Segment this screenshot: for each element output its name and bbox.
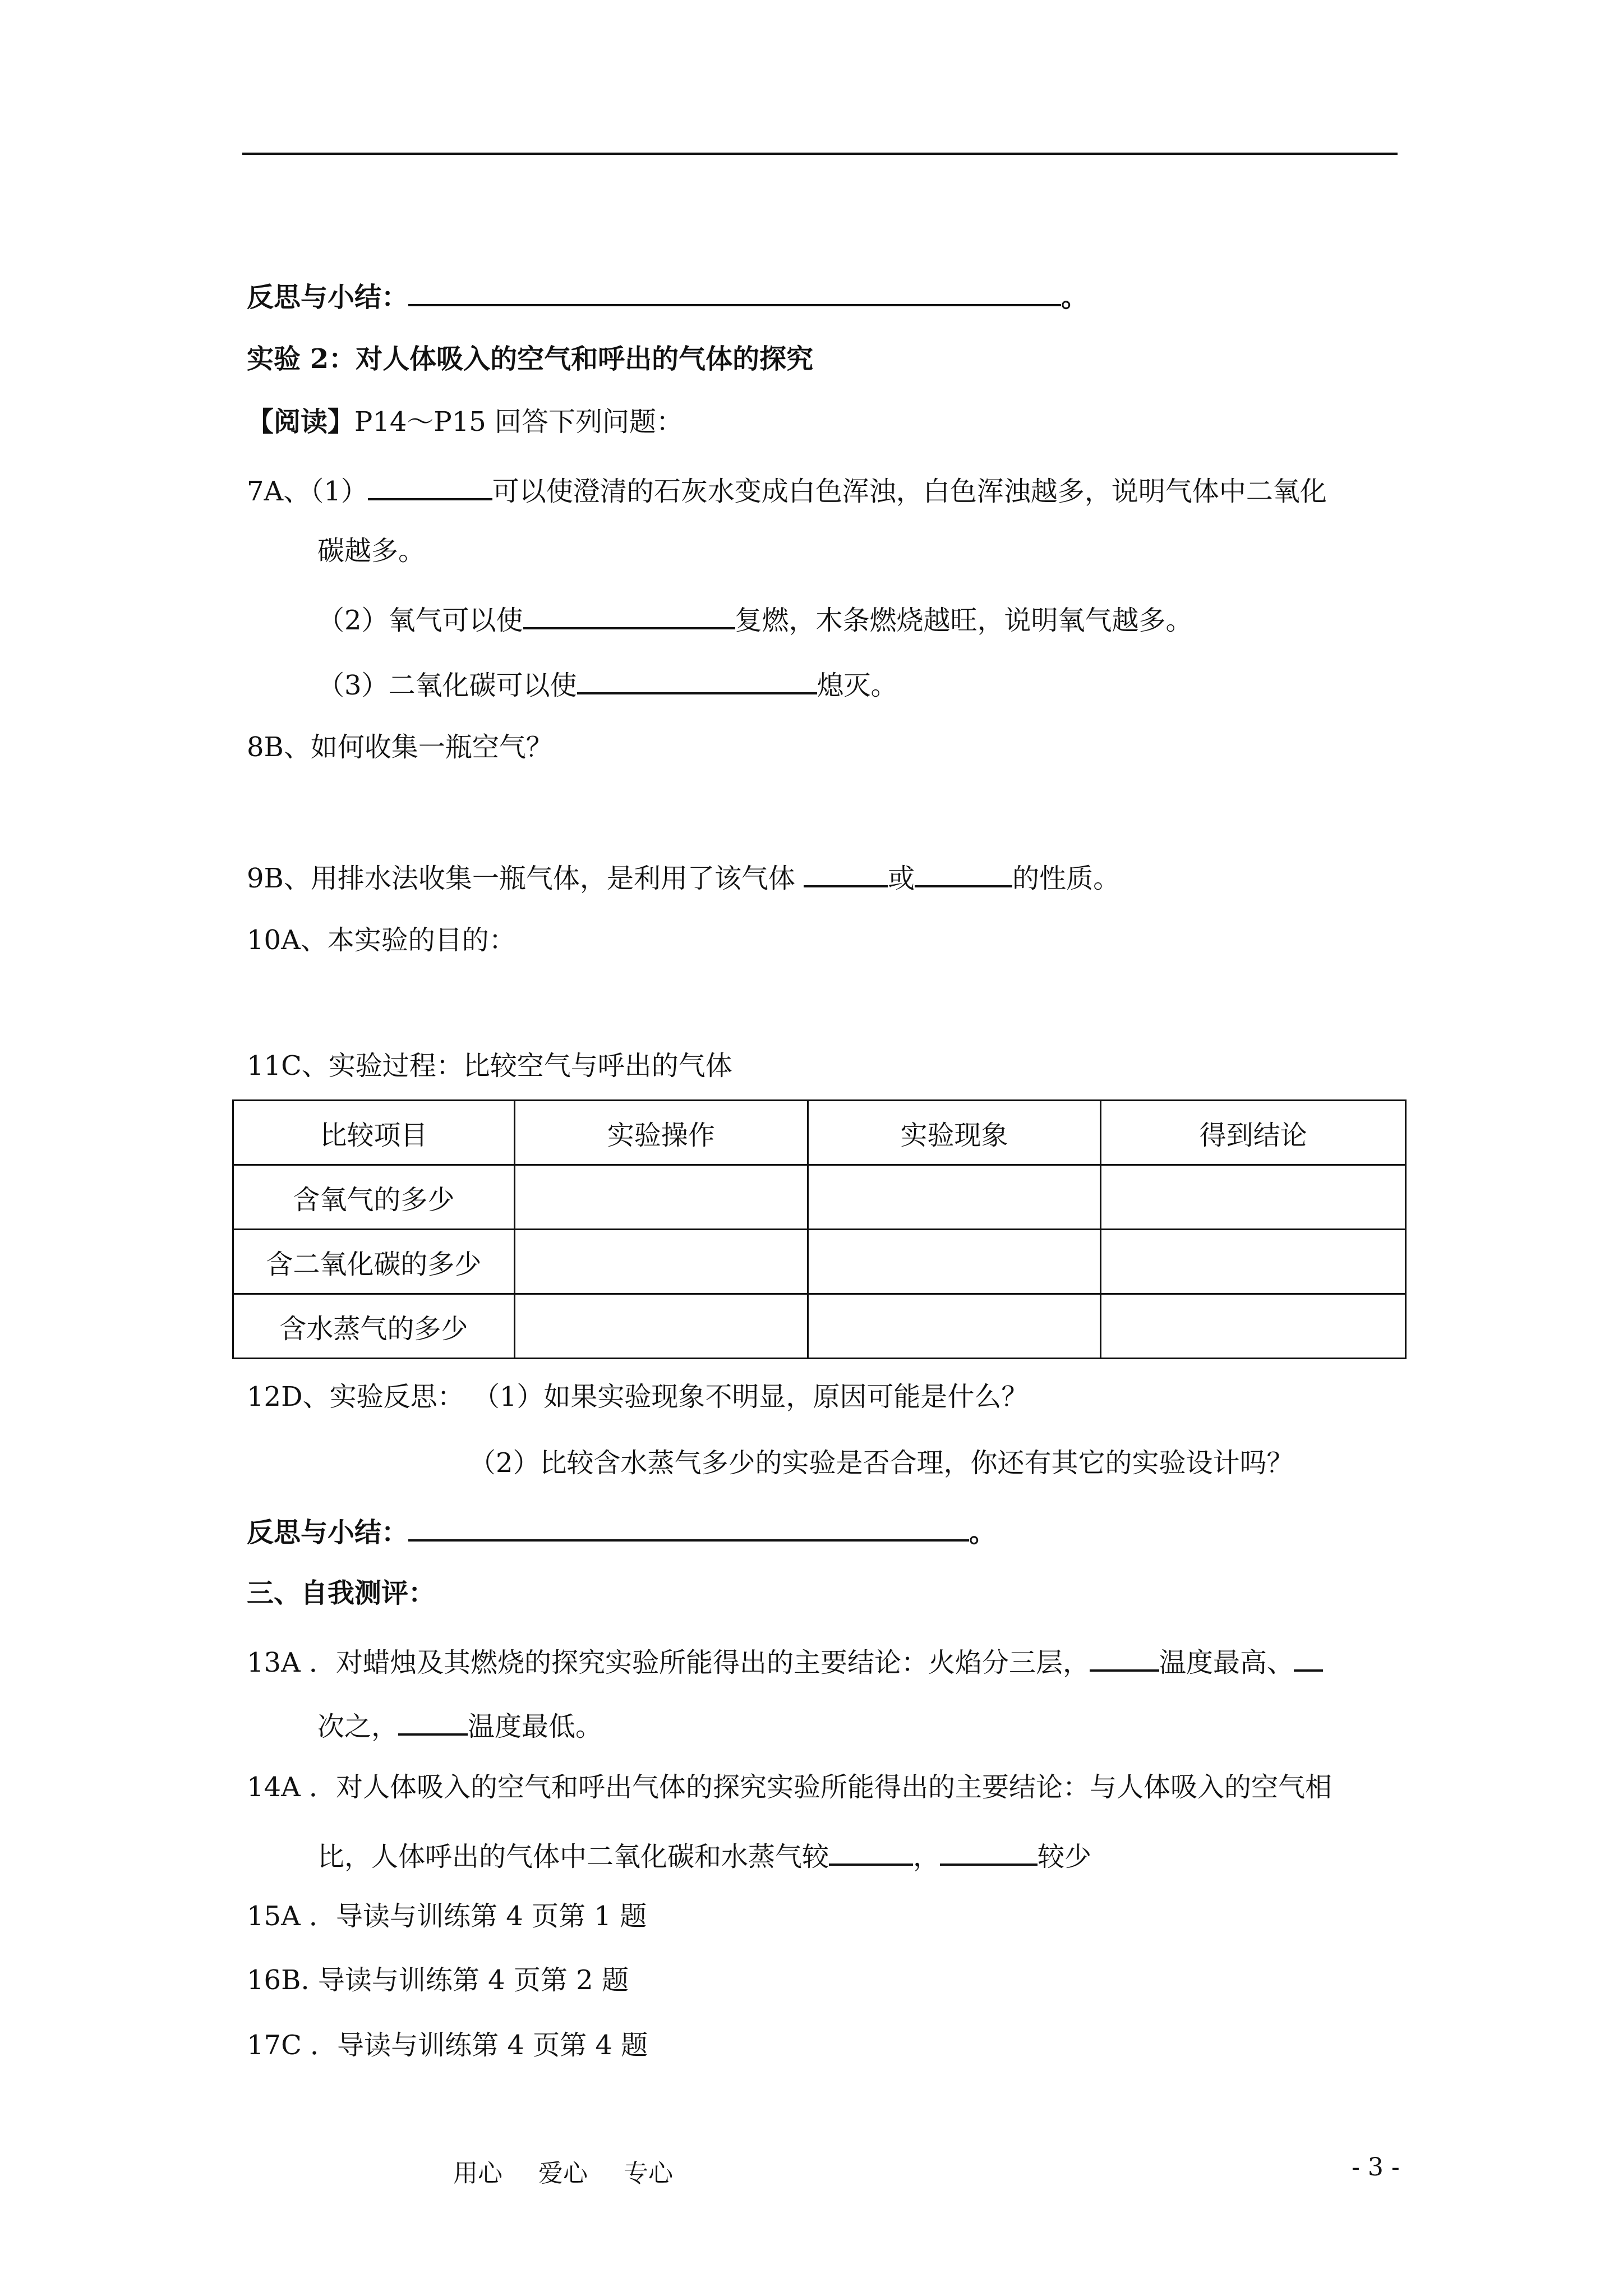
answer-blank[interactable]	[577, 664, 817, 694]
table-cell[interactable]	[808, 1294, 1101, 1359]
footer-motto	[453, 2153, 709, 2189]
table-header-row	[233, 1101, 1406, 1165]
answer-blank[interactable]	[915, 857, 1012, 887]
table-cell[interactable]	[808, 1165, 1101, 1230]
question-15: 15A ．导读与训练第 4 页第 1 题	[247, 1901, 647, 1932]
experiment-2-title: 实验 2：对人体吸入的空气和呼出的气体的探究	[247, 343, 814, 375]
question-7-line-2: 碳越多。	[317, 535, 426, 567]
answer-blank[interactable]	[1090, 1641, 1159, 1672]
answer-blank[interactable]	[368, 470, 492, 500]
question-7-line-1: 7A、（1） 可以使澄清的石灰水变成白色浑浊，白色浑浊越多，说明气体中二氧化	[247, 470, 1327, 508]
reflection-label: 反思与小结：	[247, 1517, 409, 1548]
question-12-line-2: （2）比较含水蒸气多少的实验是否合理，你还有其它的实验设计吗？	[469, 1447, 1294, 1479]
reflection-summary-1: 反思与小结： 。	[247, 276, 1088, 314]
answer-blank[interactable]	[408, 276, 1061, 306]
question-12-line-1: 12D、实验反思： （1）如果实验现象不明显，原因可能是什么？	[247, 1381, 1029, 1412]
question-9: 9B、用排水法收集一瓶气体，是利用了该气体 或 的性质。	[247, 857, 1120, 895]
table-row	[233, 1165, 1406, 1230]
table-cell[interactable]	[1101, 1230, 1406, 1294]
table-row	[233, 1294, 1406, 1359]
table-header-cell: 实验现象	[808, 1101, 1101, 1165]
answer-blank[interactable]	[804, 857, 888, 887]
table-header-cell: 得到结论	[1101, 1101, 1406, 1165]
header-rule	[242, 153, 1398, 155]
question-10: 10A、本实验的目的：	[247, 924, 516, 956]
table-row	[233, 1230, 1406, 1294]
comparison-table	[232, 1099, 1407, 1359]
reflection-summary-2: 反思与小结： 。	[247, 1511, 996, 1549]
table-cell[interactable]	[514, 1230, 808, 1294]
table-row-label: 含氧气的多少	[233, 1165, 515, 1230]
page-number: - 3 -	[1352, 2153, 1400, 2182]
question-14-line-2: 比，人体呼出的气体中二氧化碳和水蒸气较 ， 较少	[317, 1835, 1091, 1874]
question-14-line-1: 14A ．对人体吸入的空气和呼出气体的探究实验所能得出的主要结论：与人体吸入的空气相	[247, 1772, 1332, 1803]
table-header-cell: 比较项目	[233, 1101, 515, 1165]
footer-item: 爱心	[538, 2159, 588, 2188]
question-13-line-1: 13A ．对蜡烛及其燃烧的探究实验所能得出的主要结论：火焰分三层， 温度最高、	[247, 1641, 1323, 1680]
question-13-line-2: 次之， 温度最低。	[317, 1705, 602, 1743]
table-row-label: 含水蒸气的多少	[233, 1294, 515, 1359]
section-3-title: 三、自我测评：	[247, 1577, 436, 1609]
question-7-line-3: （2）氧气可以使 复燃，木条燃烧越旺，说明氧气越多。	[317, 599, 1193, 637]
answer-blank[interactable]	[829, 1835, 913, 1866]
reading-instruction: 【阅读】P14～P15 回答下列问题：	[247, 406, 684, 438]
table-cell[interactable]	[808, 1230, 1101, 1294]
question-7-line-4: （3）二氧化碳可以使 熄灭。	[317, 664, 898, 702]
table-cell[interactable]	[1101, 1165, 1406, 1230]
question-17: 17C ．导读与训练第 4 页第 4 题	[247, 2030, 648, 2061]
table-cell[interactable]	[1101, 1294, 1406, 1359]
table-row-label: 含二氧化碳的多少	[233, 1230, 515, 1294]
answer-blank[interactable]	[940, 1835, 1038, 1866]
table-cell[interactable]	[514, 1165, 808, 1230]
answer-blank[interactable]	[523, 599, 735, 629]
answer-blank[interactable]	[408, 1511, 969, 1542]
table-header-cell: 实验操作	[514, 1101, 808, 1165]
question-16: 16B. 导读与训练第 4 页第 2 题	[247, 1964, 629, 1996]
table-cell[interactable]	[514, 1294, 808, 1359]
answer-blank[interactable]	[1294, 1641, 1323, 1672]
question-8: 8B、如何收集一瓶空气？	[247, 731, 553, 763]
reflection-label: 反思与小结：	[247, 282, 409, 313]
footer-item: 用心	[453, 2159, 502, 2188]
question-11: 11C、实验过程：比较空气与呼出的气体	[247, 1050, 732, 1082]
answer-blank[interactable]	[398, 1705, 468, 1736]
footer-item: 专心	[624, 2159, 673, 2188]
